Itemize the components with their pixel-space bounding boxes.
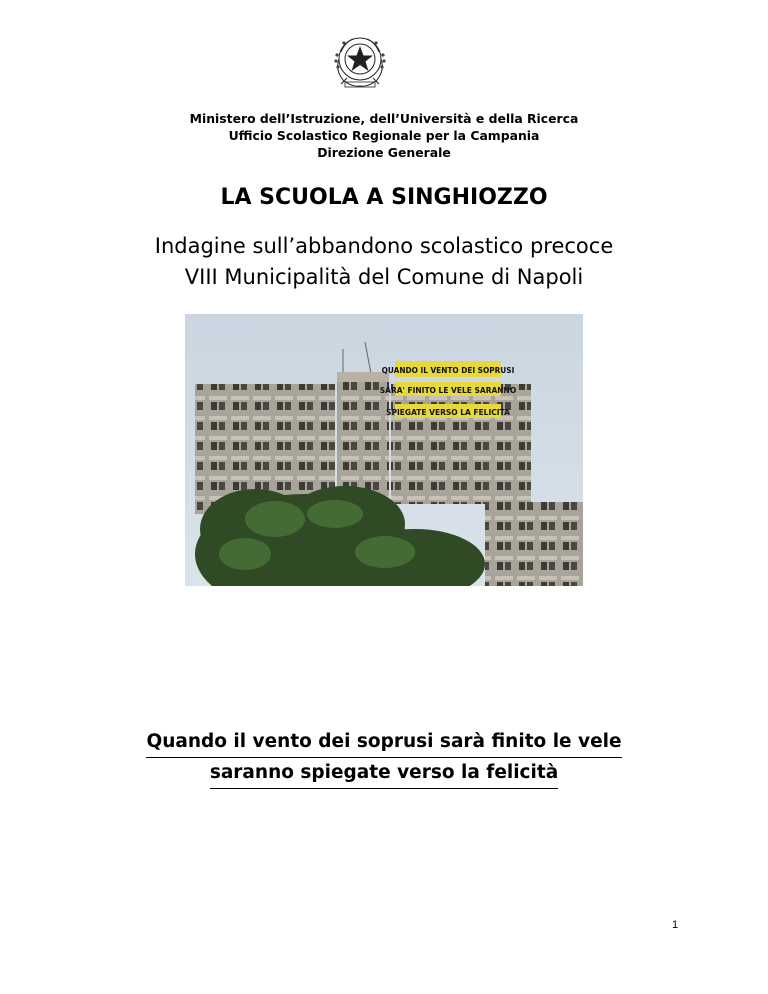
subtitle-line-1: Indagine sull’abbandono scolastico precoce [154, 234, 614, 258]
banner-line-1: QUANDO IL VENTO DEI SOPRUSI [381, 365, 515, 375]
republic-emblem-icon [327, 30, 393, 90]
ministry-line-1: Ministero dell’Istruzione, dell’Università e della Ricerca [189, 111, 579, 126]
ministry-line-2: Ufficio Scolastico Regionale per la Campania [228, 128, 540, 143]
quote-line-1: Quando il vento dei soprusi sarà finito le vele [146, 727, 621, 758]
banner-line-2: SARA' FINITO LE VELE SARANNO [379, 386, 517, 395]
cover-photo [185, 314, 583, 586]
banner-line-3: SPIEGATE VERSO LA FELICITA [386, 408, 510, 417]
building-photo-image [185, 314, 583, 586]
quote-text [0, 727, 768, 789]
quote-line-2: saranno spiegate verso la felicità [210, 758, 558, 789]
document-title: LA SCUOLA A SINGHIOZZO [220, 185, 548, 210]
ministry-header [0, 110, 768, 161]
ministry-line-3: Direzione Generale [317, 145, 451, 160]
page-number: 1 [672, 919, 679, 931]
subtitle-line-2: VIII Municipalità del Comune di Napoli [184, 265, 584, 289]
document-subtitle [0, 231, 768, 293]
